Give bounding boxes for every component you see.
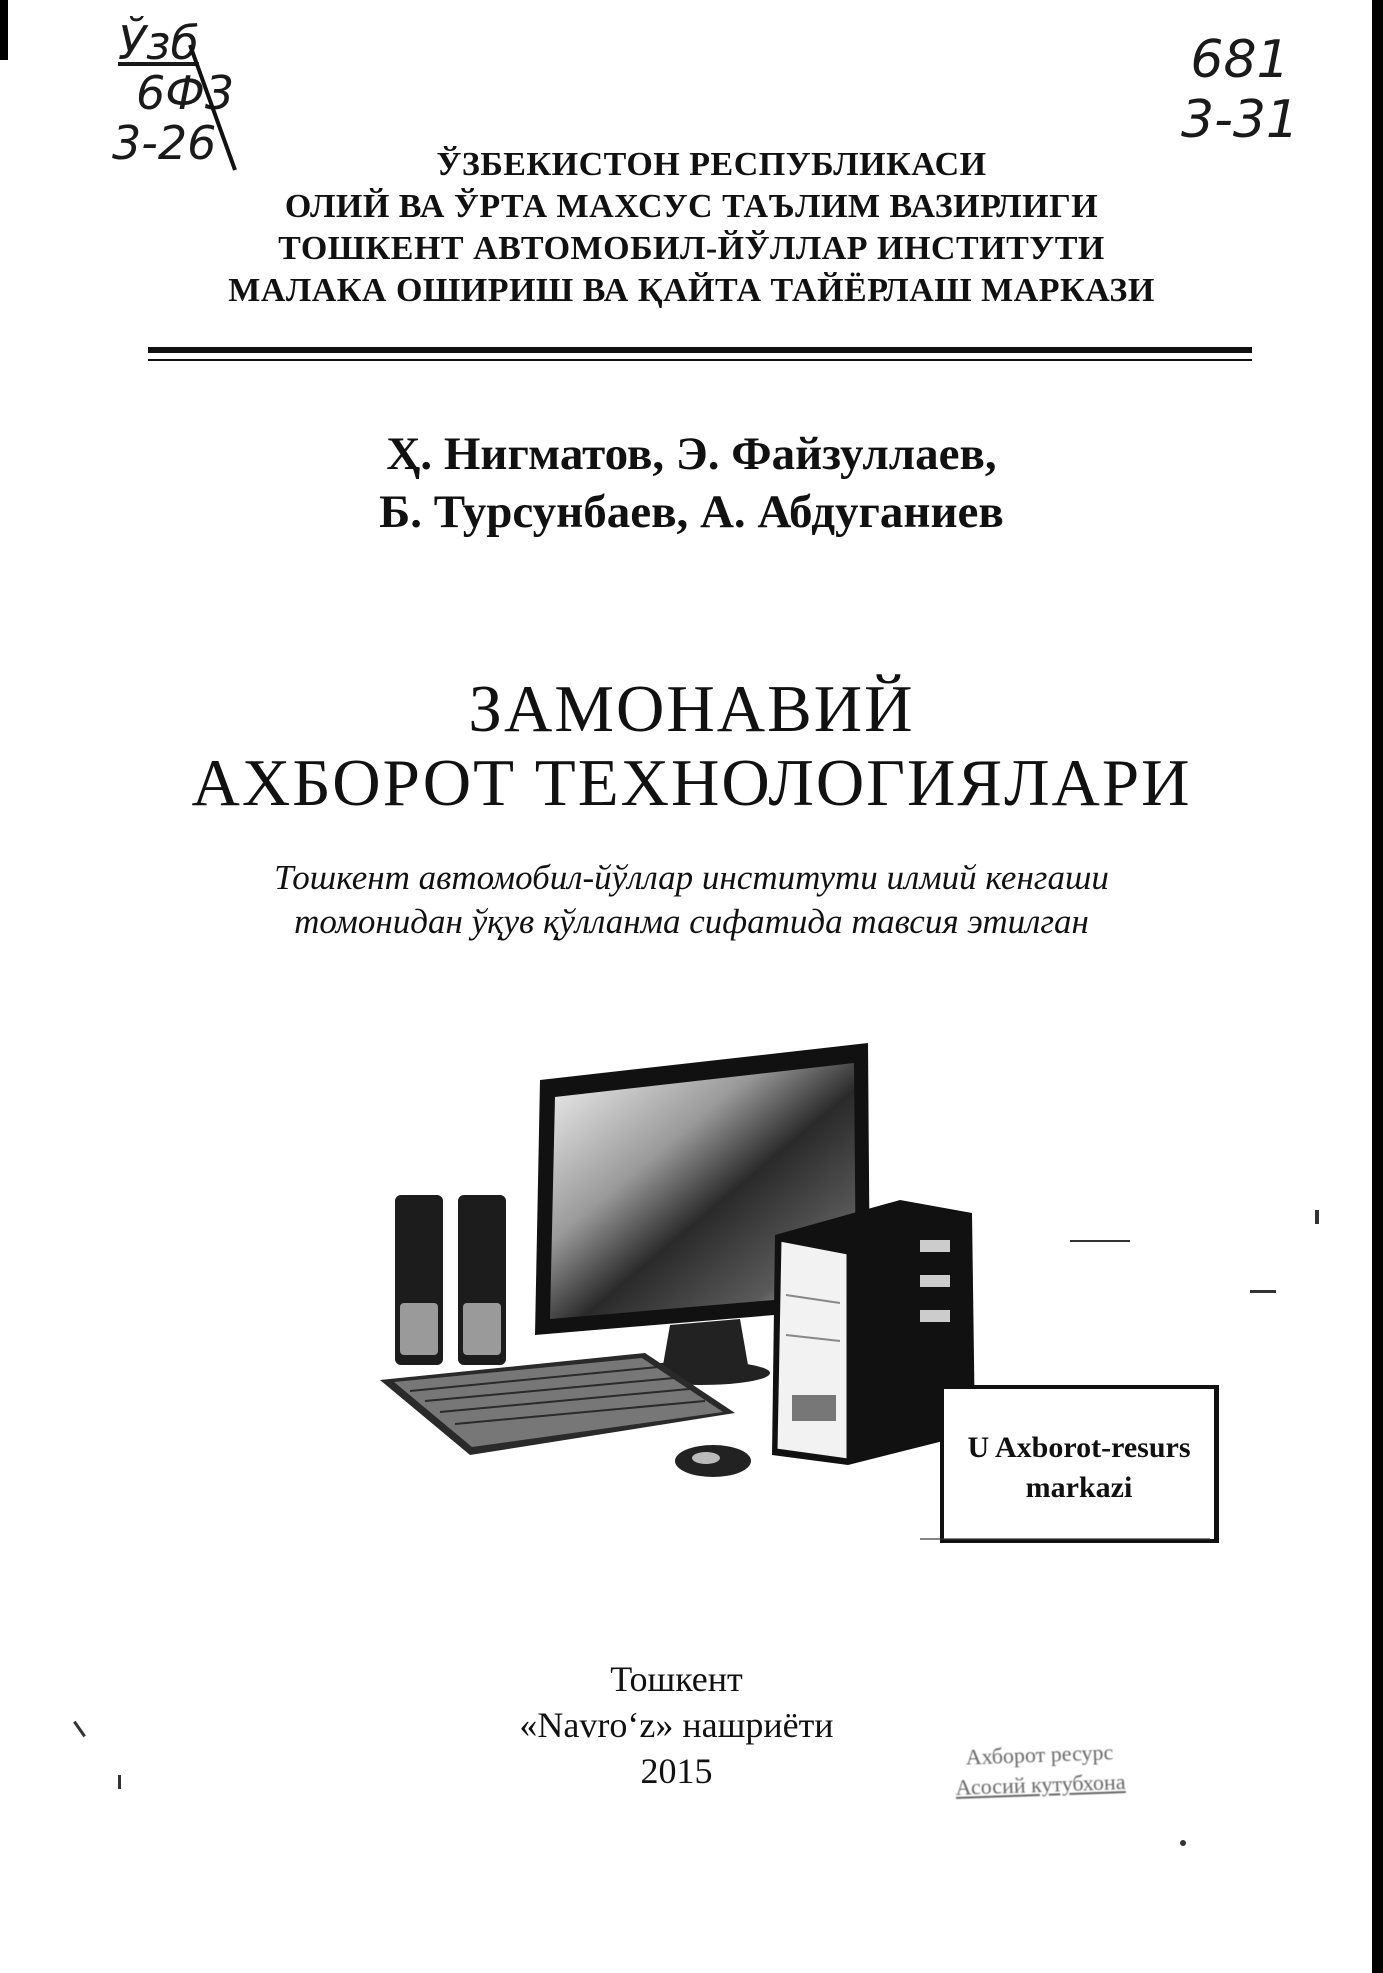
publisher-city: Тошкент xyxy=(610,1659,743,1699)
faint-library-stamp xyxy=(889,1735,1191,1805)
header-divider-thick xyxy=(148,347,1252,353)
faint-stamp-line-2: Асосий кутубхона xyxy=(955,1769,1126,1800)
title-line-1: ЗАМОНАВИЙ xyxy=(468,672,915,746)
scan-speck xyxy=(1070,1240,1130,1242)
speaker-icon xyxy=(458,1195,506,1365)
scan-speck xyxy=(118,1775,121,1789)
handwritten-note-top-right xyxy=(1140,30,1340,150)
handwritten-line: 3-31 xyxy=(1180,90,1299,150)
scan-edge-mark xyxy=(1372,0,1383,1973)
header-line: МАЛАКА ОШИРИШ ВА ҚАЙТА ТАЙЁРЛАШ МАРКАЗИ xyxy=(228,272,1155,309)
handwritten-line: Ўзб xyxy=(118,16,199,70)
speaker-icon xyxy=(395,1195,443,1365)
header-line: ОЛИЙ ВА ЎРТА МАХСУС ТАЪЛИМ ВАЗИРЛИГИ xyxy=(284,188,1099,225)
title-line-2: АХБОРОТ ТЕХНОЛОГИЯЛАРИ xyxy=(191,746,1192,820)
header-line: ТОШКЕНТ АВТОМОБИЛ-ЙЎЛЛАР ИНСТИТУТИ xyxy=(278,230,1105,267)
handwritten-line: 681 xyxy=(1190,30,1290,90)
library-stamp xyxy=(940,1385,1219,1543)
computer-illustration xyxy=(380,1035,1000,1535)
scan-speck xyxy=(1180,1840,1186,1846)
handwritten-line: 3-26 xyxy=(112,116,217,170)
book-title xyxy=(0,672,1383,820)
institution-header xyxy=(0,144,1383,312)
header-line: ЎЗБЕКИСТОН РЕСПУБЛИКАСИ xyxy=(436,146,987,183)
publication-year: 2015 xyxy=(640,1751,713,1791)
faint-stamp-line-1: Ахборот ресурс xyxy=(965,1739,1114,1770)
mouse-icon xyxy=(675,1445,751,1477)
subtitle-line-1: Тошкент автомобил-йўллар институти илмий кенгаши xyxy=(274,858,1109,897)
subtitle xyxy=(0,856,1383,944)
header-divider-thin xyxy=(148,359,1252,361)
handwritten-line: 6Ф3 xyxy=(136,66,235,120)
scan-speck xyxy=(1315,1210,1319,1224)
scan-speck xyxy=(1250,1290,1276,1293)
subtitle-line-2: томонидан ўқув қўлланма сифатида тавсия этилган xyxy=(294,902,1089,941)
authors xyxy=(0,425,1383,541)
scan-edge-mark xyxy=(0,0,8,60)
authors-line-2: Б. Турсунбаев, А. Абдуганиев xyxy=(379,486,1004,538)
publisher-name: «Navro‘z» нашриёти xyxy=(519,1705,834,1745)
stamp-line-2: markazi xyxy=(1025,1471,1133,1504)
scan-speck xyxy=(920,1538,1210,1540)
authors-line-1: Ҳ. Нигматов, Э. Файзуллаев, xyxy=(386,428,997,480)
stamp-line-1: U Axborot-resurs xyxy=(967,1431,1191,1464)
